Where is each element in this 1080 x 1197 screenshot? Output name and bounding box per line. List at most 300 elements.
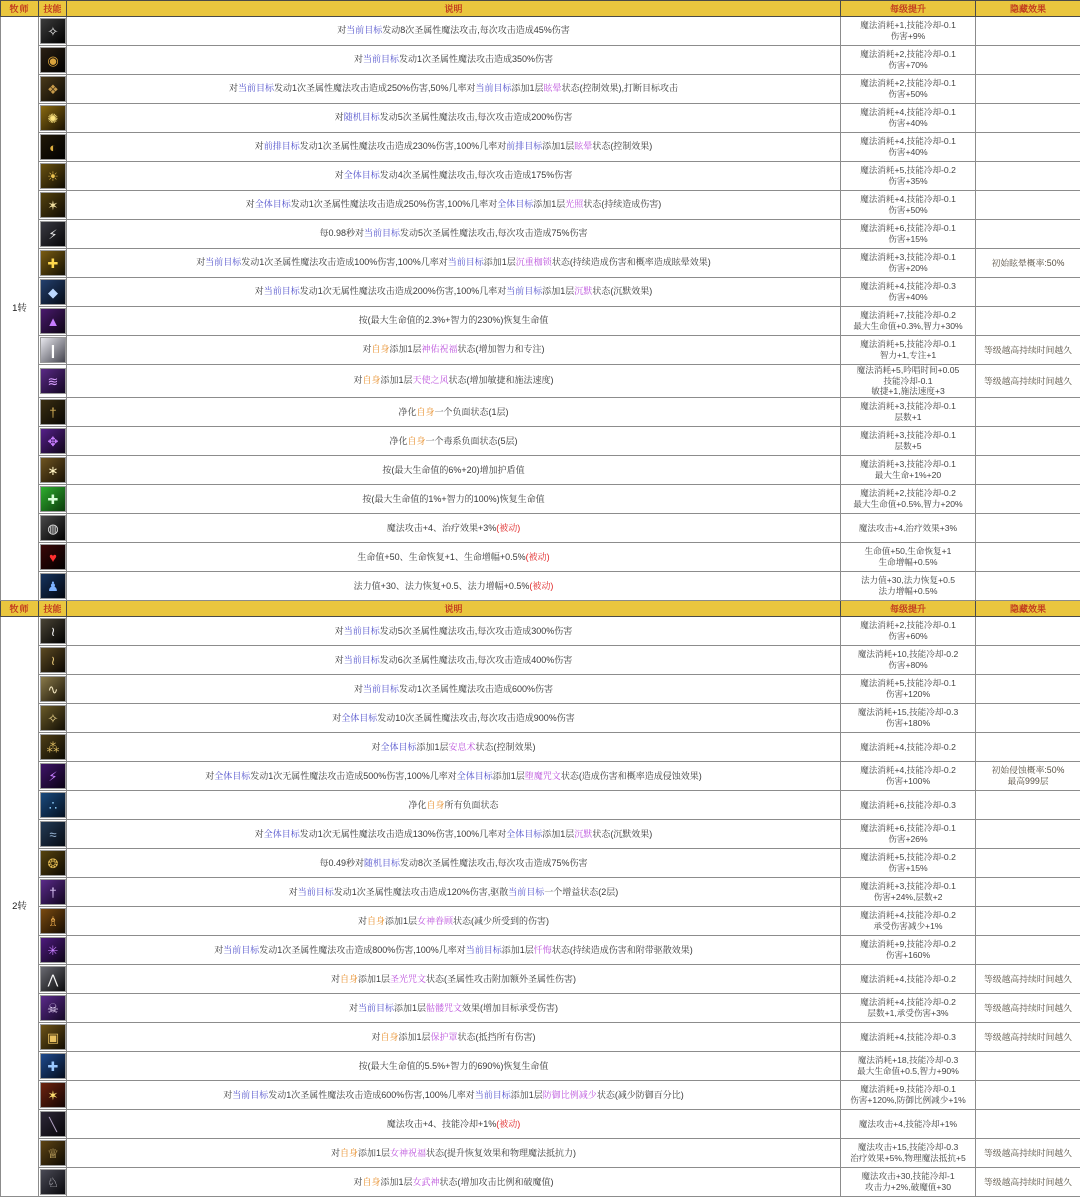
skill-row <box>1 907 1080 936</box>
desc-keyword: 沉默 <box>574 829 592 839</box>
skill-icon-cell <box>39 104 67 133</box>
skill-row <box>1 1110 1080 1139</box>
per-level-cell: 魔法消耗+4,技能冷却-0.3 <box>841 1023 976 1052</box>
gold-dome-icon: ▣ <box>40 1024 66 1050</box>
skill-icon-cell <box>39 427 67 456</box>
desc-text: 状态(控制效果) <box>592 141 652 151</box>
desc-text: 对 <box>255 286 264 296</box>
hidden-effect-cell: 等级越高持续时间越久 <box>976 336 1080 365</box>
header-hidden-label: 隐藏效果 <box>976 1 1080 17</box>
skill-icon-cell <box>39 1139 67 1168</box>
skill-desc-cell <box>67 936 841 965</box>
desc-keyword: 全体目标 <box>457 771 493 781</box>
desc-text: 发动1次圣属性魔法攻击造成250%伤害,50%几率对 <box>274 83 476 93</box>
desc-text: 状态(持续造成伤害) <box>583 199 661 209</box>
desc-keyword: 女神眷顾 <box>417 916 453 926</box>
skill-icon-cell <box>39 133 67 162</box>
section-header-row-1 <box>1 1 1080 17</box>
skill-row <box>1 162 1080 191</box>
skill-row <box>1 646 1080 675</box>
desc-keyword: (被动) <box>496 523 520 533</box>
per-level-cell: 魔法消耗+18,技能冷却-0.3 最大生命值+0.5,智力+90% <box>841 1052 976 1081</box>
ice-spike-icon: ◆ <box>40 279 66 305</box>
hidden-effect-cell: 初始眩晕概率:50% <box>976 249 1080 278</box>
skill-row <box>1 75 1080 104</box>
hidden-effect-cell: 等级越高持续时间越久 <box>976 1139 1080 1168</box>
skill-row <box>1 791 1080 820</box>
skill-icon-cell <box>39 572 67 601</box>
desc-text: 状态(持续造成伤害和概率造成眩晕效果) <box>552 257 711 267</box>
skill-row <box>1 994 1080 1023</box>
desc-text: 对 <box>255 141 264 151</box>
desc-text: 一个负面状态(1层) <box>435 407 509 417</box>
desc-keyword: 当前目标 <box>363 54 399 64</box>
desc-keyword: 当前目标 <box>344 655 380 665</box>
red-heart-icon: ♥ <box>40 544 66 570</box>
desc-keyword: 当前目标 <box>264 286 300 296</box>
per-level-cell: 魔法消耗+4,技能冷却-0.1 伤害+40% <box>841 104 976 133</box>
skill-row <box>1 936 1080 965</box>
desc-keyword: 自身 <box>340 974 358 984</box>
desc-text: 一个增益状态(2层) <box>544 887 618 897</box>
desc-text: 对 <box>362 344 371 354</box>
desc-keyword: (被动) <box>526 552 550 562</box>
desc-keyword: 当前目标 <box>238 83 274 93</box>
desc-text: 魔法攻击+4、治疗效果+3% <box>387 523 497 533</box>
desc-keyword: 自身 <box>426 800 444 810</box>
per-level-cell: 魔法消耗+9,技能冷却-0.1 伤害+120%,防御比例减少+1% <box>841 1081 976 1110</box>
skill-row <box>1 398 1080 427</box>
desc-text: 发动5次圣属性魔法攻击,每次攻击造成75%伤害 <box>400 228 588 238</box>
hidden-effect-cell <box>976 398 1080 427</box>
hidden-effect-cell <box>976 17 1080 46</box>
hidden-effect-cell <box>976 307 1080 336</box>
per-level-cell: 魔法消耗+5,技能冷却-0.1 伤害+120% <box>841 675 976 704</box>
desc-text: 添加1层 <box>390 344 422 354</box>
white-wing-icon: ⋀ <box>40 966 66 992</box>
desc-text: 对 <box>229 83 238 93</box>
skill-desc-cell <box>67 46 841 75</box>
purple-wind-icon: ≋ <box>40 368 66 394</box>
skill-icon-cell <box>39 336 67 365</box>
per-level-cell: 魔法消耗+5,吟唱时间+0.05 技能冷却-0.1 敏捷+1,施法速度+3 <box>841 365 976 398</box>
desc-text: 对 <box>246 199 255 209</box>
desc-keyword: 天使之风 <box>413 375 449 385</box>
skill-icon-cell <box>39 791 67 820</box>
per-level-cell: 魔法消耗+3,技能冷却-0.1 伤害+24%,层数+2 <box>841 878 976 907</box>
skill-icon-cell <box>39 762 67 791</box>
desc-text: 按(最大生命值的6%+20)增加护盾值 <box>382 465 524 475</box>
desc-text: 发动8次圣属性魔法攻击,每次攻击造成75%伤害 <box>400 858 588 868</box>
hidden-effect-cell: 等级越高持续时间越久 <box>976 1168 1080 1197</box>
desc-text: 添加1层 <box>512 83 544 93</box>
desc-keyword: 自身 <box>340 1148 358 1158</box>
skill-desc-cell <box>67 907 841 936</box>
skill-row <box>1 965 1080 994</box>
per-level-cell: 魔法消耗+4,技能冷却-0.1 伤害+50% <box>841 191 976 220</box>
rank-cell: 1转 <box>1 17 39 601</box>
skill-row <box>1 191 1080 220</box>
skill-desc-cell <box>67 191 841 220</box>
skill-desc-cell <box>67 278 841 307</box>
skill-row <box>1 307 1080 336</box>
hidden-effect-cell <box>976 1081 1080 1110</box>
per-level-cell: 魔法攻击+4,技能冷却+1% <box>841 1110 976 1139</box>
desc-text: 添加1层 <box>511 1090 543 1100</box>
header-per-level-label: 每级提升 <box>841 601 976 617</box>
desc-text: 对 <box>214 945 223 955</box>
hidden-effect-cell <box>976 46 1080 75</box>
desc-text: 发动5次圣属性魔法攻击,每次攻击造成200%伤害 <box>380 112 573 122</box>
skill-row <box>1 456 1080 485</box>
header-per-level-label: 每级提升 <box>841 1 976 17</box>
desc-text: 添加1层 <box>542 286 574 296</box>
hidden-effect-cell <box>976 704 1080 733</box>
desc-text: 状态(减少防御百分比) <box>597 1090 684 1100</box>
header-skill-label: 技能 <box>39 1 67 17</box>
skill-icon-cell <box>39 878 67 907</box>
desc-text: 对 <box>335 626 344 636</box>
skill-desc-cell <box>67 75 841 104</box>
desc-keyword: 当前目标 <box>232 1090 268 1100</box>
desc-text: 魔法攻击+4、技能冷却+1% <box>387 1119 497 1129</box>
skill-desc-cell <box>67 1052 841 1081</box>
desc-keyword: 当前目标 <box>508 887 544 897</box>
desc-text: 添加1层 <box>358 1148 390 1158</box>
skill-row <box>1 1081 1080 1110</box>
skill-desc-cell <box>67 1023 841 1052</box>
skull-icon: ☠ <box>40 995 66 1021</box>
skill-row <box>1 1052 1080 1081</box>
desc-text: 添加1层 <box>502 945 534 955</box>
holy-fist-icon: ❖ <box>40 76 66 102</box>
desc-text: 对 <box>335 170 344 180</box>
desc-keyword: 骷髅咒文 <box>426 1003 462 1013</box>
per-level-cell: 魔法消耗+7,技能冷却-0.2 最大生命值+0.3%,智力+30% <box>841 307 976 336</box>
skill-desc-cell <box>67 336 841 365</box>
skill-desc-cell <box>67 849 841 878</box>
skill-desc-cell <box>67 1081 841 1110</box>
desc-text: 状态(控制效果) <box>476 742 536 752</box>
desc-keyword: 随机目标 <box>364 858 400 868</box>
per-level-cell: 魔法消耗+3,技能冷却-0.1 层数+1 <box>841 398 976 427</box>
hidden-effect-cell <box>976 1110 1080 1139</box>
skill-desc-cell <box>67 646 841 675</box>
desc-keyword: 当前目标 <box>205 257 241 267</box>
desc-text: 添加1层 <box>542 141 574 151</box>
desc-text: 净化 <box>408 800 426 810</box>
rest-figures-icon: ⁂ <box>40 734 66 760</box>
per-level-cell: 魔法消耗+9,技能冷却-0.2 伤害+160% <box>841 936 976 965</box>
per-level-cell: 魔法消耗+4,技能冷却-0.2 伤害+100% <box>841 762 976 791</box>
header-class-label: 牧师 <box>1 1 39 17</box>
desc-text: 一个毒系负面状态(5层) <box>426 436 518 446</box>
desc-text: 添加1层 <box>417 742 449 752</box>
desc-text: 对 <box>349 1003 358 1013</box>
desc-keyword: 女武神 <box>413 1177 440 1187</box>
hidden-effect-cell <box>976 543 1080 572</box>
desc-text: 发动10次圣属性魔法攻击,每次攻击造成900%伤害 <box>377 713 575 723</box>
lightning-icon: ⚡ <box>40 221 66 247</box>
skill-icon-cell <box>39 191 67 220</box>
desc-text: 发动1次无属性魔法攻击造成130%伤害,100%几率对 <box>300 829 507 839</box>
holy-eye-icon: ◐ <box>40 134 66 160</box>
skill-row <box>1 704 1080 733</box>
skill-icon-cell <box>39 514 67 543</box>
skill-icon-cell <box>39 617 67 646</box>
desc-text: 发动1次无属性魔法攻击造成200%伤害,100%几率对 <box>300 286 507 296</box>
desc-keyword: 眩晕 <box>544 83 562 93</box>
hidden-effect-cell <box>976 572 1080 601</box>
cross-flare-icon: ✚ <box>40 250 66 276</box>
desc-text: 发动1次无属性魔法攻击造成500%伤害,100%几率对 <box>250 771 457 781</box>
purple-lightning-icon: ⚡ <box>40 763 66 789</box>
star-flare-icon: ✶ <box>40 1082 66 1108</box>
desc-keyword: 当前目标 <box>475 1090 511 1100</box>
skill-icon-cell <box>39 17 67 46</box>
hidden-effect-cell <box>976 617 1080 646</box>
skill-icon-cell <box>39 646 67 675</box>
desc-text: 每0.98秒对 <box>319 228 364 238</box>
desc-keyword: 沉重枷锁 <box>516 257 552 267</box>
hidden-effect-cell <box>976 220 1080 249</box>
sparkles-icon: ∗ <box>40 457 66 483</box>
skill-icon-cell <box>39 936 67 965</box>
skill-row <box>1 249 1080 278</box>
desc-keyword: 当前目标 <box>506 286 542 296</box>
desc-text: 发动1次圣属性魔法攻击造成230%伤害,100%几率对 <box>300 141 507 151</box>
skill-row <box>1 365 1080 398</box>
desc-keyword: 全体目标 <box>341 713 377 723</box>
valkyrie-icon: ♘ <box>40 1169 66 1195</box>
per-level-cell: 魔法消耗+4,技能冷却-0.1 伤害+40% <box>841 133 976 162</box>
desc-keyword: 女神祝福 <box>390 1148 426 1158</box>
skill-icon-cell <box>39 249 67 278</box>
desc-keyword: 防御比例减少 <box>543 1090 597 1100</box>
desc-keyword: 自身 <box>362 375 380 385</box>
desc-keyword: 自身 <box>417 407 435 417</box>
desc-keyword: (被动) <box>529 581 553 591</box>
holy-bell-icon: ◉ <box>40 47 66 73</box>
desc-text: 添加1层 <box>385 916 417 926</box>
spark-star-icon: ✶ <box>40 192 66 218</box>
desc-keyword: 当前目标 <box>476 83 512 93</box>
per-level-cell: 魔法消耗+4,技能冷却-0.3 伤害+40% <box>841 278 976 307</box>
skill-desc-cell <box>67 249 841 278</box>
skill-icon-cell <box>39 162 67 191</box>
skill-desc-cell <box>67 485 841 514</box>
skill-icon-cell <box>39 543 67 572</box>
desc-keyword: 保护罩 <box>431 1032 458 1042</box>
hidden-effect-cell <box>976 1052 1080 1081</box>
skill-icon-cell <box>39 965 67 994</box>
desc-text: 对 <box>337 25 346 35</box>
skill-icon-cell <box>39 46 67 75</box>
skill-row <box>1 1023 1080 1052</box>
per-level-cell: 魔法攻击+4,治疗效果+3% <box>841 514 976 543</box>
desc-keyword: 堕魔咒文 <box>525 771 561 781</box>
skill-desc-cell <box>67 427 841 456</box>
desc-text: 对 <box>332 713 341 723</box>
skill-icon-cell <box>39 733 67 762</box>
desc-text: 状态(圣属性攻击附加额外圣属性伤害) <box>426 974 576 984</box>
hidden-effect-cell <box>976 878 1080 907</box>
desc-keyword: 光照 <box>565 199 583 209</box>
desc-text: 发动1次圣属性魔法攻击造成800%伤害,100%几率对 <box>259 945 466 955</box>
desc-text: 对 <box>289 887 298 897</box>
per-level-cell: 魔法消耗+2,技能冷却-0.1 伤害+70% <box>841 46 976 75</box>
desc-keyword: 全体目标 <box>380 742 416 752</box>
desc-keyword: 当前目标 <box>363 684 399 694</box>
per-level-cell: 魔法消耗+3,技能冷却-0.1 最大生命+1%+20 <box>841 456 976 485</box>
header-skill-label: 技能 <box>39 601 67 617</box>
skill-icon-cell <box>39 1110 67 1139</box>
skill-icon-cell <box>39 485 67 514</box>
desc-keyword: 神佑祝福 <box>422 344 458 354</box>
desc-keyword: 沉默 <box>574 286 592 296</box>
hidden-effect-cell: 等级越高持续时间越久 <box>976 965 1080 994</box>
skill-row <box>1 427 1080 456</box>
skill-desc-cell <box>67 543 841 572</box>
desc-text: 净化 <box>398 407 416 417</box>
skill-desc-cell <box>67 791 841 820</box>
skill-icon-cell <box>39 307 67 336</box>
desc-text: 状态(增加攻击比例和破魔值) <box>440 1177 554 1187</box>
per-level-cell: 魔法消耗+4,技能冷却-0.2 层数+1,承受伤害+3% <box>841 994 976 1023</box>
hidden-effect-cell <box>976 162 1080 191</box>
skill-row <box>1 733 1080 762</box>
white-beam-icon: ❙ <box>40 337 66 363</box>
desc-text: 按(最大生命值的2.3%+智力的230%)恢复生命值 <box>359 315 549 325</box>
header-desc-label: 说明 <box>67 601 841 617</box>
light-burst-icon: ✺ <box>40 105 66 131</box>
hidden-effect-cell <box>976 104 1080 133</box>
hidden-effect-cell <box>976 456 1080 485</box>
skill-row <box>1 220 1080 249</box>
desc-text: 发动1次圣属性魔法攻击造成600%伤害,100%几率对 <box>268 1090 475 1100</box>
hidden-effect-cell <box>976 191 1080 220</box>
desc-keyword: 全体目标 <box>264 829 300 839</box>
skill-icon-cell <box>39 704 67 733</box>
holy-feather-icon: ✧ <box>40 18 66 44</box>
purple-cross-figure-icon: † <box>40 879 66 905</box>
skill-icon-cell <box>39 278 67 307</box>
hidden-effect-cell <box>976 849 1080 878</box>
desc-keyword: 当前目标 <box>223 945 259 955</box>
skill-row <box>1 278 1080 307</box>
skill-row <box>1 336 1080 365</box>
purple-flame-icon: ▲ <box>40 308 66 334</box>
skill-row <box>1 1168 1080 1197</box>
desc-text: 对 <box>335 112 344 122</box>
desc-text: 对 <box>358 916 367 926</box>
per-level-cell: 魔法消耗+6,技能冷却-0.1 伤害+26% <box>841 820 976 849</box>
gold-flame-streak-icon: ≀ <box>40 647 66 673</box>
desc-text: 状态(沉默效果) <box>592 829 652 839</box>
skill-icon-cell <box>39 849 67 878</box>
per-level-cell: 法力值+30,法力恢复+0.5 法力增幅+0.5% <box>841 572 976 601</box>
desc-text: 状态(增加智力和专注) <box>458 344 545 354</box>
skill-desc-cell <box>67 220 841 249</box>
per-level-cell: 魔法攻击+15,技能冷却-0.3 治疗效果+5%,物理魔法抵抗+5 <box>841 1139 976 1168</box>
desc-keyword: 当前目标 <box>466 945 502 955</box>
skill-desc-cell <box>67 17 841 46</box>
desc-text: 对 <box>331 1148 340 1158</box>
desc-text: 发动1次圣属性魔法攻击造成600%伤害 <box>399 684 553 694</box>
desc-keyword: 全体目标 <box>255 199 291 209</box>
desc-keyword: (被动) <box>496 1119 520 1129</box>
skill-row <box>1 762 1080 791</box>
desc-text: 发动6次圣属性魔法攻击,每次攻击造成400%伤害 <box>380 655 573 665</box>
skill-desc-cell <box>67 572 841 601</box>
skill-desc-cell <box>67 675 841 704</box>
desc-keyword: 当前目标 <box>448 257 484 267</box>
section-header-row-2 <box>1 601 1080 617</box>
skill-desc-cell <box>67 878 841 907</box>
skill-desc-cell <box>67 1110 841 1139</box>
purple-burst-icon: ✳ <box>40 937 66 963</box>
per-level-cell: 魔法消耗+4,技能冷却-0.2 <box>841 733 976 762</box>
desc-text: 添加1层 <box>381 1177 413 1187</box>
desc-keyword: 忏悔 <box>534 945 552 955</box>
desc-text: 发动1次圣属性魔法攻击造成350%伤害 <box>399 54 553 64</box>
hidden-effect-cell: 等级越高持续时间越久 <box>976 1023 1080 1052</box>
feather-burst-icon: ✧ <box>40 705 66 731</box>
dark-slash-icon: ╲ <box>40 1111 66 1137</box>
desc-text: 状态(减少所受到的伤害) <box>453 916 549 926</box>
desc-text: 添加1层 <box>493 771 525 781</box>
purple-hand-icon: ✥ <box>40 428 66 454</box>
per-level-cell: 魔法消耗+1,技能冷却-0.1 伤害+9% <box>841 17 976 46</box>
desc-text: 发动5次圣属性魔法攻击,每次攻击造成300%伤害 <box>380 626 573 636</box>
skill-desc-cell <box>67 617 841 646</box>
desc-text: 发动1次圣属性魔法攻击造成100%伤害,100%几率对 <box>241 257 448 267</box>
light-ribbon-icon: ∿ <box>40 676 66 702</box>
per-level-cell: 魔法消耗+6,技能冷却-0.3 <box>841 791 976 820</box>
desc-text: 对 <box>331 974 340 984</box>
skill-desc-cell <box>67 514 841 543</box>
skill-icon-cell <box>39 1023 67 1052</box>
skill-row <box>1 514 1080 543</box>
skill-desc-cell <box>67 820 841 849</box>
per-level-cell: 魔法消耗+5,技能冷却-0.2 伤害+35% <box>841 162 976 191</box>
hidden-effect-cell <box>976 907 1080 936</box>
desc-text: 效果(增加目标承受伤害) <box>462 1003 558 1013</box>
desc-keyword: 当前目标 <box>358 1003 394 1013</box>
ray-fan-icon: ☀ <box>40 163 66 189</box>
desc-text: 对 <box>353 375 362 385</box>
desc-keyword: 全体目标 <box>506 829 542 839</box>
desc-keyword: 自身 <box>407 436 425 446</box>
skill-icon-cell <box>39 994 67 1023</box>
skill-desc-cell <box>67 762 841 791</box>
per-level-cell: 魔法消耗+2,技能冷却-0.2 最大生命值+0.5%,智力+20% <box>841 485 976 514</box>
skill-desc-cell <box>67 1139 841 1168</box>
desc-text: 添加1层 <box>381 375 413 385</box>
desc-keyword: 眩晕 <box>574 141 592 151</box>
skill-row <box>1 46 1080 75</box>
per-level-cell: 魔法消耗+5,技能冷却-0.2 伤害+15% <box>841 849 976 878</box>
skill-icon-cell <box>39 1052 67 1081</box>
desc-keyword: 当前目标 <box>346 25 382 35</box>
hidden-effect-cell: 等级越高持续时间越久 <box>976 994 1080 1023</box>
desc-text: 对 <box>205 771 214 781</box>
gold-cross-icon: † <box>40 399 66 425</box>
hidden-effect-cell <box>976 791 1080 820</box>
skill-icon-cell <box>39 220 67 249</box>
skill-desc-cell <box>67 162 841 191</box>
desc-keyword: 当前目标 <box>364 228 400 238</box>
